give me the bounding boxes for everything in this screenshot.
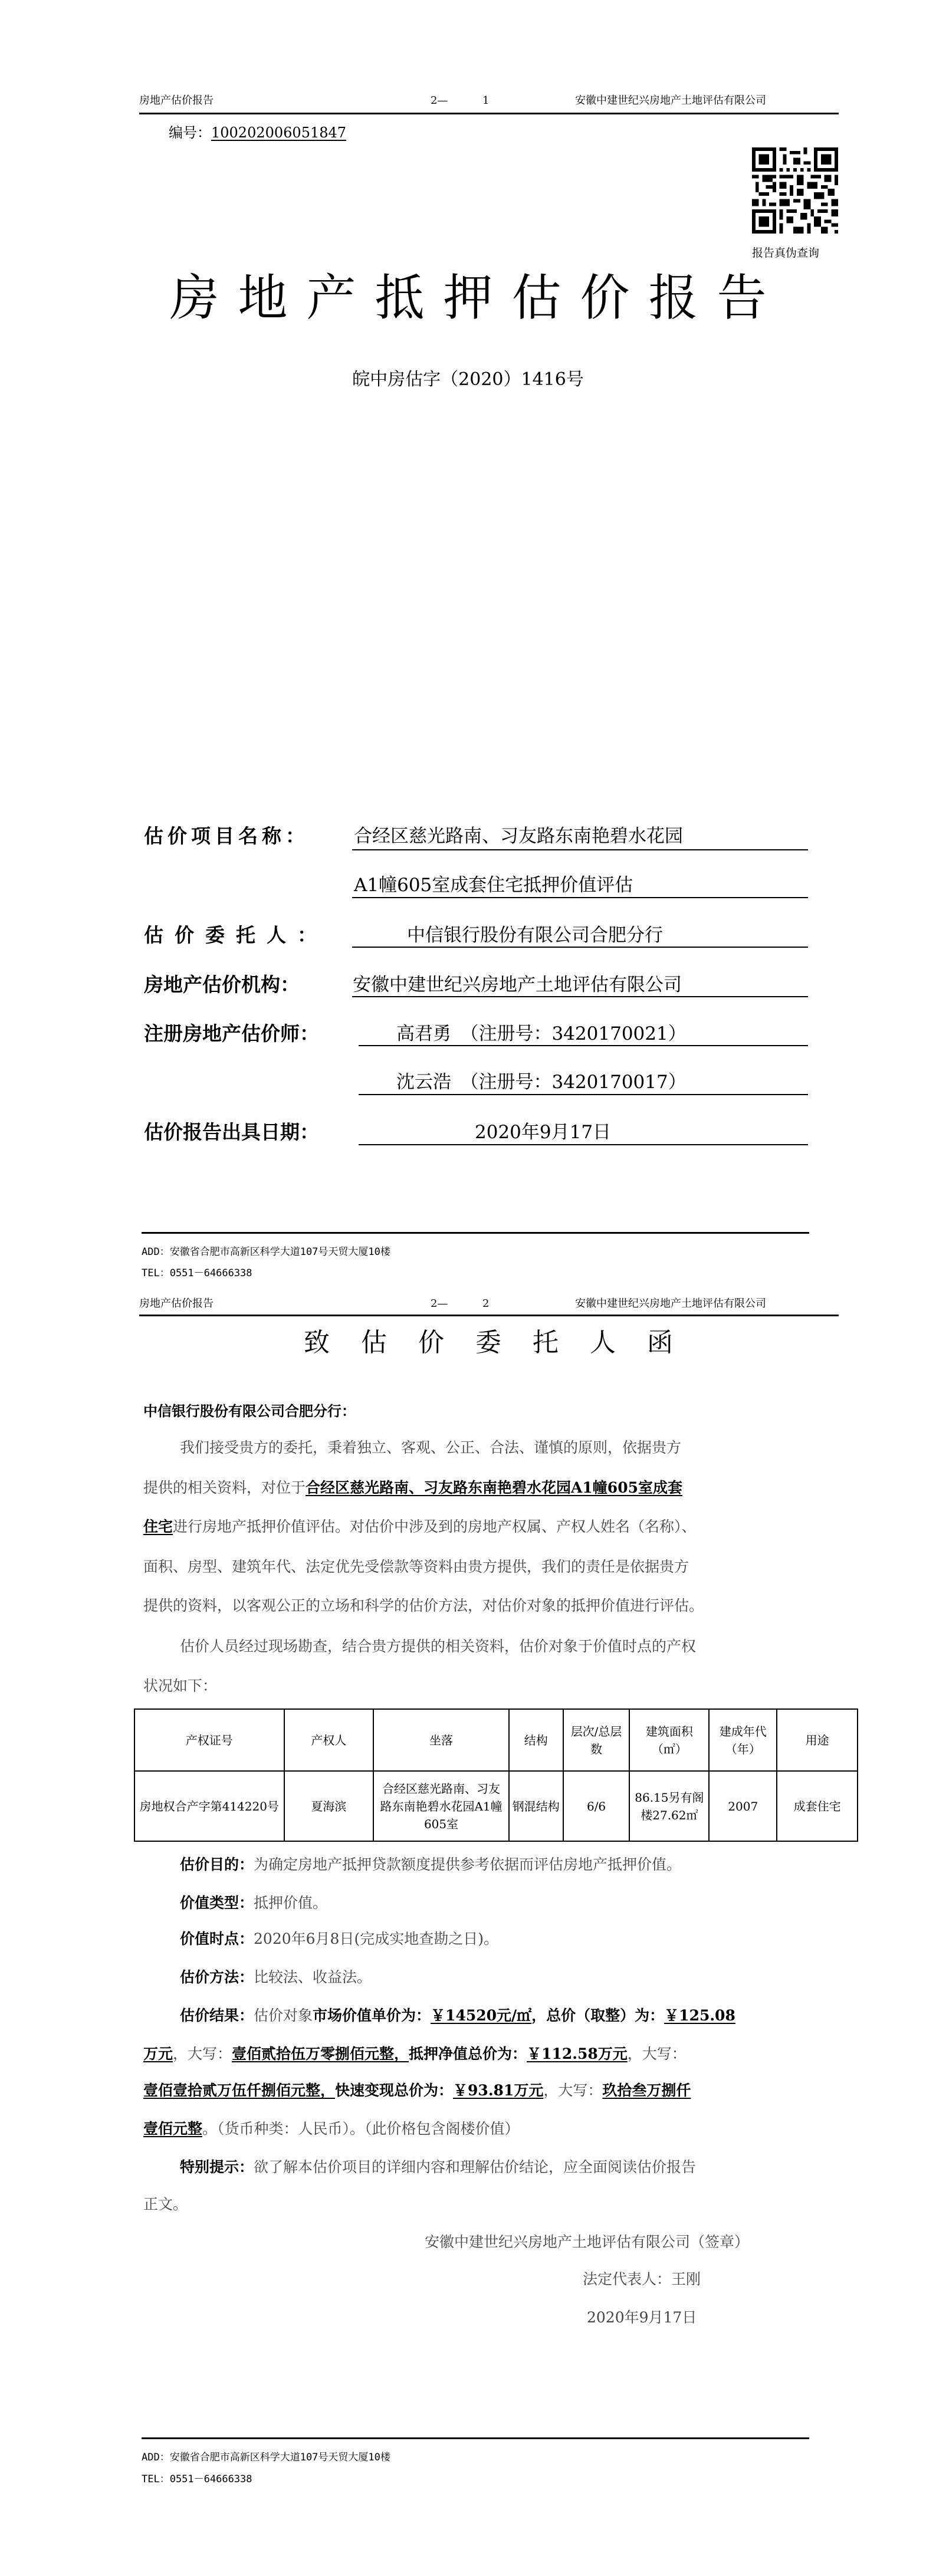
result-text: ，大写： [543,2082,603,2099]
method [180,1967,372,1987]
unit-price: ￥14520元/㎡ [431,2007,532,2024]
result-text: ，总价（取整）为： [531,2007,665,2024]
purpose-value: 为确定房地产抵押贷款额度提供参考依据而评估房地产抵押价值。 [254,1856,682,1873]
para1-line3 [143,1517,697,1537]
header-page-prefix: 2— [431,1297,448,1310]
signature-company: 安徽中建世纪兴房地产土地评估有限公司（签章） [425,2233,750,2250]
project-name-value-line1: 合经区慈光路南、习友路东南艳碧水花园 [354,826,683,847]
result-line2 [143,2044,687,2064]
qr-caption[interactable]: 报告真伪查询 [752,247,820,259]
header-company: 安徽中建世纪兴房地产土地评估有限公司 [575,94,766,107]
table-header-cell: 结构 [509,1709,563,1771]
total-price-words: 壹佰贰拾伍万零捌佰元整， [232,2045,409,2062]
notice-text: 欲了解本估价项目的详细内容和理解估价结论，应全面阅读估价报告 [254,2158,697,2176]
appraiser-label: 注册房地产估价师： [144,1022,319,1045]
result-line3 [143,2081,691,2101]
result-text: 市场价值单价为： [313,2007,431,2024]
para1-text: 进行房地产抵押价值评估。对估价中涉及到的房地产权属、产权人姓名（名称）、 [173,1518,697,1535]
serial-value: 100202006051847 [211,124,347,141]
para1-line4: 面积、房型、建筑年代、法定优先受偿款等资料由贵方提供，我们的责任是依据贵方 [143,1558,689,1575]
result-text: 估价对象 [254,2007,313,2024]
agency-value: 安徽中建世纪兴房地产土地评估有限公司 [353,974,682,995]
para2-line1: 估价人员经过现场勘查，结合贵方提供的相关资料，估价对象于价值时点的产权 [180,1638,697,1655]
legal-representative: 法定代表人：王刚 [583,2271,701,2288]
result-text: 。（货币种类：人民币）。（此价格包含阁楼价值） [202,2120,520,2137]
underline [352,996,808,997]
method-value: 比较法、收益法。 [254,1969,372,1986]
table-cell-owner: 夏海滨 [284,1771,374,1841]
client-label: 估价委托人： [144,924,328,947]
para2-line2: 状况如下： [143,1677,218,1694]
header-title: 房地产估价报告 [139,94,214,107]
table-header-cell: 建成年代（年） [709,1709,777,1771]
net-total-words: 壹佰壹拾贰万伍仟捌佰元整， [143,2082,336,2099]
underline [359,1144,808,1145]
value-date-label: 价值时点： [180,1930,254,1947]
result-text: 抵押净值总价为： [409,2045,527,2062]
table-cell-area: 86.15另有阁楼27.62㎡ [629,1771,709,1841]
result-text: 快速变现总价为： [335,2082,454,2099]
underline [352,849,808,850]
table-header-cell: 用途 [777,1709,858,1771]
footer-address: ADD：安徽省合肥市高新区科学大道107号天贸大厦10楼 [142,2452,390,2463]
result-line1 [180,2006,735,2026]
header-title: 房地产估价报告 [139,1297,214,1310]
value-type-label: 价值类型： [180,1894,254,1911]
table-header-cell: 产权人 [284,1709,374,1771]
table-row [134,1771,858,1841]
report-date-label: 估价报告出具日期： [144,1121,319,1144]
table-cell-location: 合经区慈光路南、习友路东南艳碧水花园A1幢605室 [373,1771,509,1841]
underline [359,1094,808,1095]
notice [180,2157,696,2177]
para1-line2 [143,1478,682,1498]
header-page-number: 1 [482,94,490,107]
qr-code-icon[interactable] [752,147,838,234]
table-cell-structure: 钢混结构 [509,1771,563,1841]
result-text: ，大写： [627,2045,687,2062]
header-page-number: 2 [482,1297,490,1310]
value-type-value: 抵押价值。 [254,1894,328,1911]
report-date-value: 2020年9月17日 [475,1122,612,1143]
footer-rule [142,1232,809,1234]
purpose [180,1855,681,1875]
total-price-unit: 万元 [143,2045,173,2062]
letter-title: 致估价委托人函 [304,1328,704,1358]
para1-line1: 我们接受贵方的委托，秉着独立、客观、公正、合法、谨慎的原则，依据贵方 [180,1439,682,1456]
table-header-cell: 产权证号 [134,1709,284,1771]
header-page-prefix: 2— [431,94,448,107]
property-address-end: 住宅 [143,1518,173,1535]
serial-number [169,124,346,142]
project-name-value-line2: A1幢605室成套住宅抵押价值评估 [354,875,633,896]
result-line4 [143,2119,520,2139]
quick-total-price: ￥93.81万元 [453,2082,544,2099]
table-cell-usage: 成套住宅 [777,1771,858,1841]
header-rule [139,1315,839,1316]
table-cell-cert-no: 房地权合产字第414220号 [134,1771,284,1841]
report-number: 皖中房估字（2020）1416号 [352,369,584,390]
property-table [134,1708,858,1842]
table-header-cell: 层次/总层数 [563,1709,630,1771]
footer-phone: TEL：0551－64666338 [142,2473,252,2485]
net-total-price: ￥112.58万元 [527,2045,628,2062]
result-label: 估价结果： [180,2007,254,2024]
addressee: 中信银行股份有限公司合肥分行： [143,1402,356,1420]
method-label: 估价方法： [180,1969,254,1986]
table-header-cell: 坐落 [373,1709,509,1771]
appraiser-2: 沈云浩 （注册号：3420170017） [396,1072,687,1093]
result-text: ，大写： [173,2045,232,2062]
underline [352,947,808,948]
signature-date: 2020年9月17日 [587,2309,697,2326]
value-type [180,1893,327,1913]
table-header-cell: 建筑面积（㎡） [629,1709,709,1771]
footer-rule [142,2437,809,2439]
value-date [180,1929,498,1949]
header-company: 安徽中建世纪兴房地产土地评估有限公司 [575,1297,766,1310]
quick-total-words: 玖拾叁万捌仟 [602,2082,691,2099]
header-rule [139,113,839,114]
appraiser-1: 高君勇 （注册号：3420170021） [396,1023,687,1044]
para1-line5: 提供的资料，以客观公正的立场和科学的估价方法，对估价对象的抵押价值进行评估。 [143,1597,704,1614]
para1-text: 提供的相关资料，对位于 [143,1479,306,1496]
table-cell-year: 2007 [709,1771,777,1841]
project-name-label: 估价项目名称： [144,824,309,847]
quick-total-words-end: 壹佰元整 [143,2120,203,2137]
footer-phone: TEL：0551－64666338 [142,1267,252,1279]
agency-label: 房地产估价机构： [144,973,300,996]
table-header-row [134,1709,858,1771]
report-title: 房地产抵押估价报告 [169,269,786,327]
notice-label: 特别提示： [180,2158,254,2176]
notice-line2: 正文。 [143,2196,188,2213]
client-value: 中信银行股份有限公司合肥分行 [407,925,663,946]
serial-label: 编号： [169,124,211,141]
value-date-value: 2020年6月8日(完成实地查勘之日)。 [254,1930,498,1947]
footer-address: ADD：安徽省合肥市高新区科学大道107号天贸大厦10楼 [142,1246,390,1258]
property-address: 合经区慈光路南、习友路东南艳碧水花园A1幢605室成套 [306,1479,682,1496]
underline [352,897,808,898]
total-price: ￥125.08 [664,2007,735,2024]
underline [359,1045,808,1046]
table-cell-floors: 6/6 [563,1771,630,1841]
purpose-label: 估价目的： [180,1856,254,1873]
